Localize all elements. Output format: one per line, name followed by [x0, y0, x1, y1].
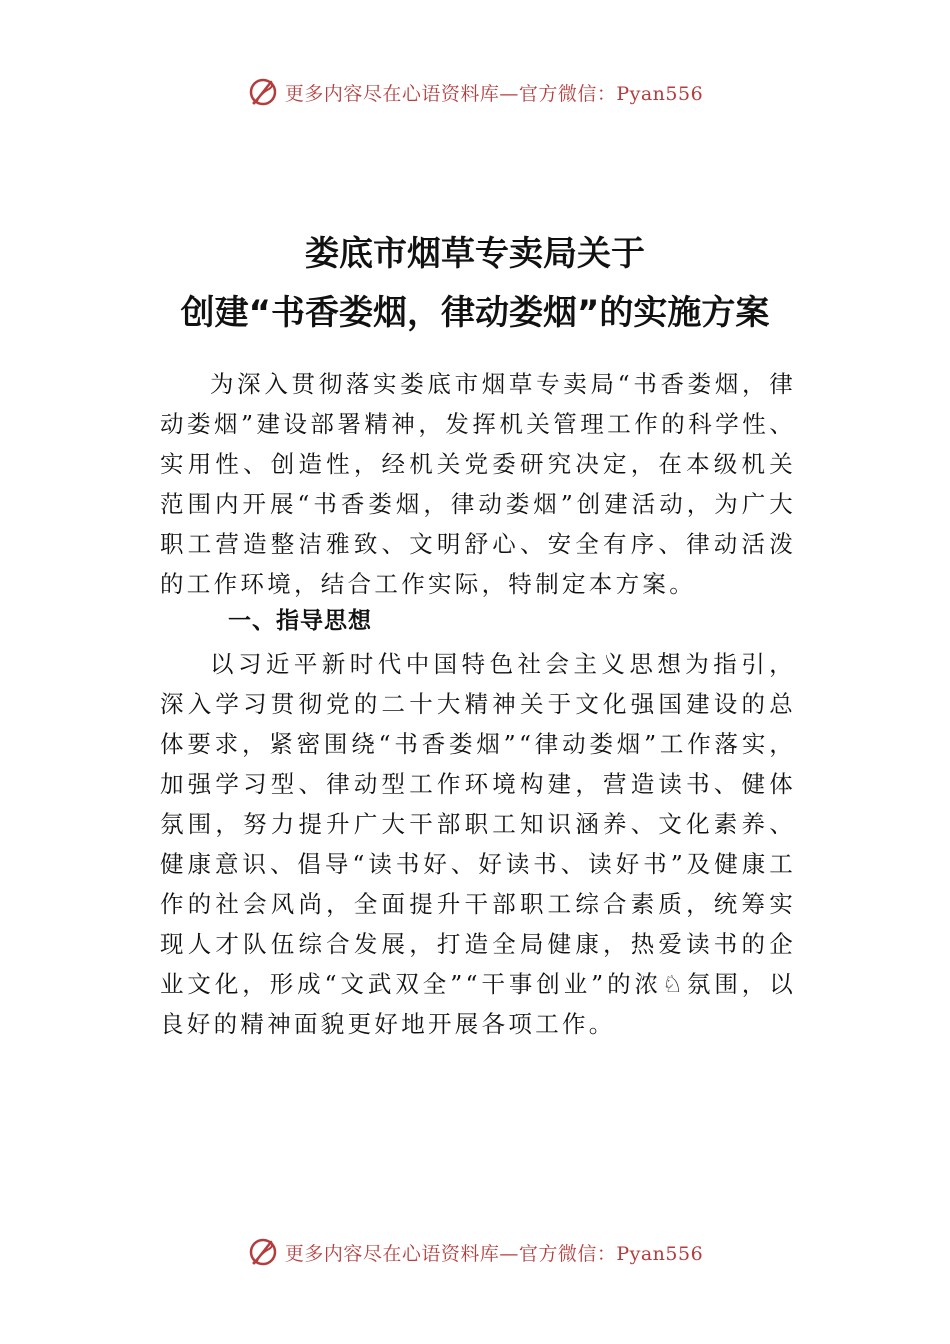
footer-watermark-banner: [0, 1232, 950, 1272]
footer-banner-text: 更多内容尽在心语资料库—官方微信：Pyan556: [284, 1242, 704, 1265]
quill-logo-icon: [247, 1236, 279, 1268]
guiding-ideology-paragraph: 以习近平新时代中国特色社会主义思想为指引，深入学习贯彻党的二十大精神关于文化强国建设的总体要求，紧密围绕“书香娄烟”“律动娄烟”工作落实，加强学习型、律动型工作环境构建，营造读书、健体氛围，努力提升广大干部职工知识涵养、文化素养、健康意识、倡导“读书好、好读书、读好书”及健康工作的社会风尚，全面提升干部职工综合素质，统筹实现人才队伍综合发展，打造全局健康，热爱读书的企业文化，形成“文武双全”“干事创业”的浓♘氛围，以良好的精神面貌更好地开展各项工作。: [160, 650, 796, 1038]
section-heading-guiding-ideology: 一、指导思想: [228, 608, 372, 634]
header-banner-text: 更多内容尽在心语资料库—官方微信：Pyan556: [284, 82, 704, 105]
quill-logo-icon: [247, 76, 279, 108]
intro-paragraph: 为深入贯彻落实娄底市烟草专卖局“书香娄烟，律动娄烟”建设部署精神，发挥机关管理工作的科学性、实用性、创造性，经机关党委研究决定，在本级机关范围内开展“书香娄烟，律动娄烟”创建活动，为广大职工营造整洁雅致、文明舒心、安全有序、律动活泼的工作环境，结合工作实际，特制定本方案。: [160, 370, 796, 598]
document-title-line1: 娄底市烟草专卖局关于: [305, 234, 645, 274]
header-watermark-banner: [0, 72, 950, 112]
document-title-line2: 创建“书香娄烟，律动娄烟”的实施方案: [180, 293, 770, 333]
